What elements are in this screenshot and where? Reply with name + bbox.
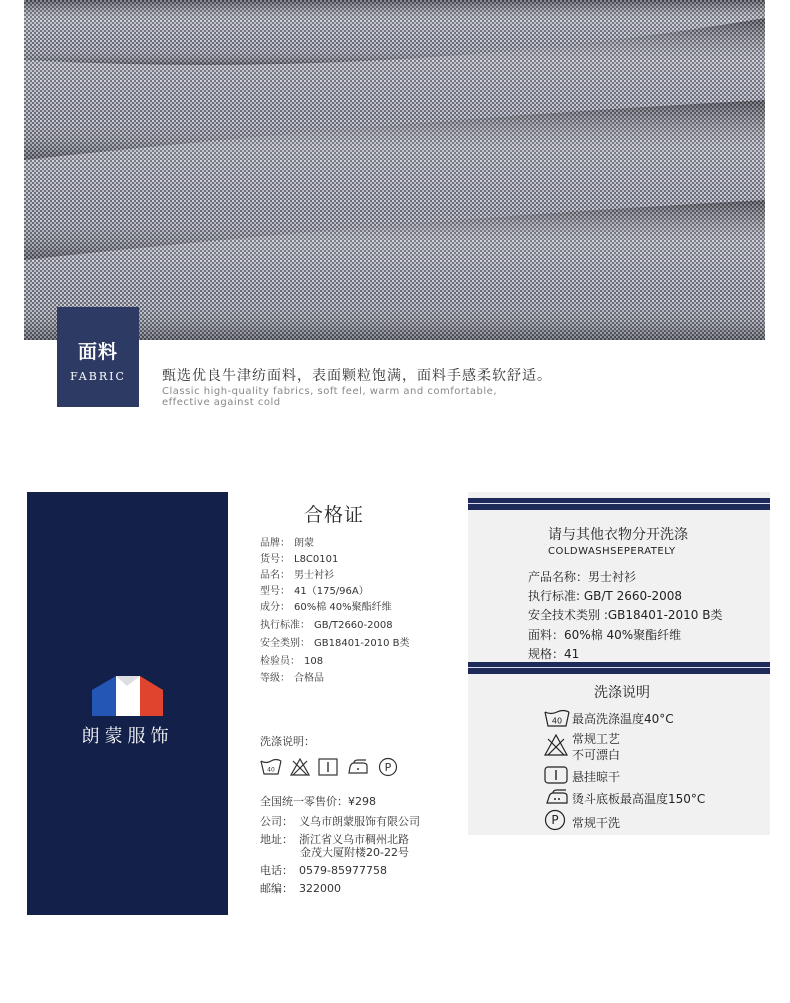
cert-label: 货号： — [260, 554, 290, 565]
fabric-description-cn: 甄选优良牛津纺面料，表面颗粒饱满，面料手感柔软舒适。 — [162, 368, 552, 384]
cert-label: 成分： — [260, 602, 290, 613]
cert-row-grade — [260, 669, 324, 684]
cert-phone — [260, 862, 387, 878]
cert-price — [260, 793, 376, 809]
cert-label: 品名： — [260, 570, 290, 581]
cert-row-product — [260, 566, 334, 581]
company-value: 义乌市朗蒙服饰有限公司 — [299, 815, 420, 828]
label-care-text: 悬挂晾干 — [572, 770, 621, 784]
label-care-row-bleach — [572, 744, 620, 763]
label-line: 安全技术类别 :GB18401-2010 B类 — [528, 608, 723, 622]
cert-label: 型号： — [260, 586, 290, 597]
cert-label: 品牌： — [260, 538, 290, 549]
cert-value: 41（175/96A） — [294, 586, 369, 597]
zip-label: 邮编： — [260, 882, 293, 895]
label-line: 产品名称：男士衬衫 — [528, 570, 637, 584]
hang-dry-icon — [544, 766, 568, 784]
brand-logo-icon — [92, 676, 163, 716]
label-care-row-wash — [551, 708, 674, 727]
cert-value: GB18401-2010 B类 — [314, 638, 410, 649]
label-line: 执行标准: GB/T 2660-2008 — [528, 589, 682, 603]
wash-40-icon — [544, 708, 570, 728]
label-care-row-iron — [572, 788, 705, 807]
certificate-title: 合格证 — [304, 504, 365, 526]
brand-name: 朗蒙服饰 — [81, 726, 174, 747]
label-heading-cn: 请与其他衣物分开洗涤 — [548, 527, 688, 543]
fabric-description-en: Classic high-quality fabrics, soft feel, warm and comfortable, effective against cold — [162, 386, 498, 408]
label-heading-en: COLDWASHSEPERATELY — [548, 546, 676, 557]
cert-row-standard — [260, 616, 393, 631]
brand-panel — [27, 492, 228, 915]
label-care-text: 常规干洗 — [572, 816, 621, 830]
no-bleach-icon — [544, 734, 568, 756]
dry-clean-p-icon — [378, 757, 398, 777]
cert-row-brand — [260, 534, 314, 549]
label-stripe-middle — [468, 662, 770, 674]
label-care-row-dry — [572, 766, 620, 785]
label-care-text: 最高洗涤温度40°C — [572, 712, 674, 726]
address-label: 地址： — [260, 833, 293, 846]
fabric-badge-title: 面料 — [77, 341, 118, 363]
cert-value: 108 — [304, 656, 324, 667]
label-care-text: 烫斗底板最高温度150°C — [572, 792, 706, 806]
price-label: 全国统一零售价： — [260, 795, 348, 808]
cert-row-size — [260, 582, 369, 597]
cert-zip — [260, 880, 341, 896]
phone-value: 0579-85977758 — [299, 864, 387, 877]
cert-value: GB/T2660-2008 — [314, 620, 393, 631]
cert-label: 检验员： — [260, 656, 300, 667]
label-care-row-dryclean — [551, 812, 621, 831]
cert-value: L8C0101 — [294, 554, 339, 565]
cert-label: 安全类别： — [260, 638, 310, 649]
cert-value: 朗蒙 — [294, 538, 314, 549]
iron-icon — [346, 758, 370, 776]
fabric-photo — [24, 0, 765, 340]
cert-company — [260, 813, 420, 829]
cert-label: 执行标准： — [260, 620, 310, 631]
cert-care-icons — [260, 757, 398, 777]
hang-dry-icon — [318, 758, 338, 776]
label-care-title: 洗涤说明 — [594, 685, 650, 701]
address-line2: 金茂大厦附楼20-22号 — [300, 846, 409, 859]
cert-value: 60%棉 40%聚酯纤维 — [294, 602, 392, 613]
dry-clean-p-icon — [544, 809, 566, 831]
cert-value: 合格品 — [294, 673, 324, 684]
dry-clean-letter: P — [551, 813, 559, 827]
wash-temp-text: 40 — [551, 716, 563, 726]
cert-row-inspector — [260, 652, 323, 667]
wash-temp-text: 40 — [267, 766, 275, 774]
label-care-text: 常规工艺 — [572, 732, 621, 746]
price-value: ¥298 — [348, 795, 376, 808]
wash-40-icon — [260, 758, 282, 776]
label-care-text: 不可漂白 — [572, 748, 621, 762]
zip-value: 322000 — [299, 882, 341, 895]
cert-row-safety — [260, 634, 410, 649]
garment-label-photo — [468, 492, 770, 835]
phone-label: 电话： — [260, 864, 293, 877]
address-line1: 浙江省义乌市稠州北路 — [299, 833, 409, 846]
cert-label: 等级： — [260, 673, 290, 684]
cert-row-composition — [260, 598, 392, 613]
company-label: 公司： — [260, 815, 293, 828]
fabric-badge — [57, 307, 139, 407]
fabric-badge-subtitle: FABRIC — [70, 370, 126, 383]
cert-value: 男士衬衫 — [294, 570, 334, 581]
label-line: 面料：60%棉 40%聚酯纤维 — [528, 628, 682, 642]
iron-icon — [544, 788, 570, 806]
label-stripe-top — [468, 498, 770, 510]
dry-clean-letter: P — [384, 761, 392, 774]
label-line: 规格：41 — [528, 647, 580, 661]
cert-row-item-no — [260, 550, 338, 565]
no-bleach-icon — [290, 758, 310, 776]
cert-care-heading: 洗涤说明： — [260, 735, 315, 748]
